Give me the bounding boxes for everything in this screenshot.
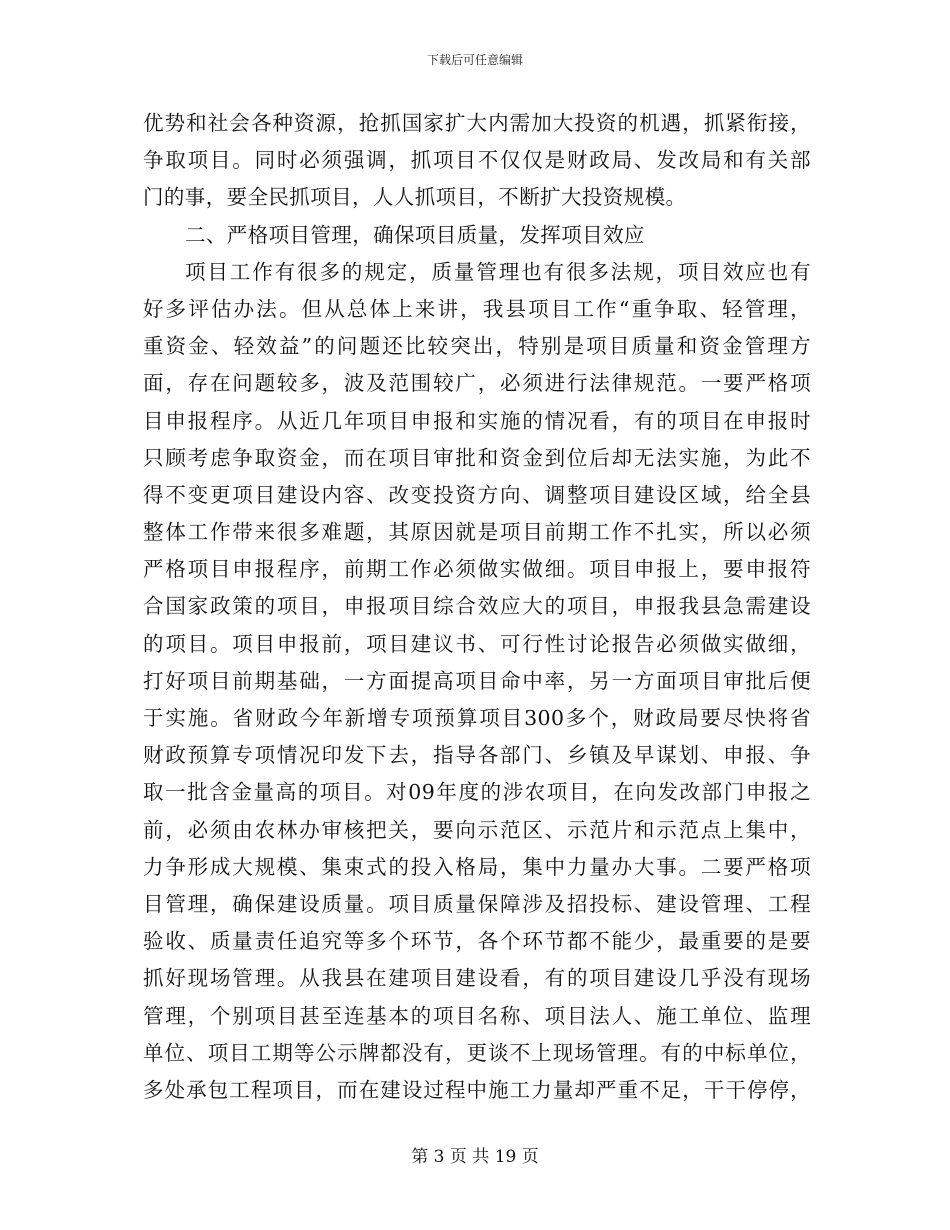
page-footer: 第 3 页 共 19 页: [411, 1147, 539, 1167]
text-line: 验收、质量责任追究等多个环节，各个环节都不能少，最重要的是要: [143, 929, 811, 954]
text-line: 前，必须由农林办审核把关，要向示范区、示范片和示范点上集中，: [143, 817, 811, 842]
text-line: 好多评估办法。但从总体上来讲，我县项目工作“重争取、轻管理，: [143, 296, 811, 321]
text-line: 得不变更项目建设内容、改变投资方向、调整项目建设区域，给全县: [143, 482, 811, 507]
text-line: 整体工作带来很多难题，其原因就是项目前期工作不扎实，所以必须: [143, 520, 811, 545]
text-line: 抓好现场管理。从我县在建项目建设看，有的项目建设几乎没有现场: [143, 966, 811, 991]
page-header: 下载后可任意编辑: [426, 53, 523, 67]
text-line: 取一批含金量高的项目。对09年度的涉农项目，在向发改部门申报之: [143, 780, 811, 805]
section-heading: 二、严格项目管理，确保项目质量，发挥项目效应: [185, 222, 645, 247]
text-line: 目申报程序。从近几年项目申报和实施的情况看，有的项目在申报时: [143, 408, 811, 433]
document-body: [143, 105, 811, 1109]
text-line: 管理，个别项目甚至连基本的项目名称、项目法人、施工单位、监理: [143, 1003, 811, 1028]
text-line: 项目工作有很多的规定，质量管理也有很多法规，项目效应也有: [185, 259, 811, 284]
text-line: 重资金、轻效益”的问题还比较突出，特别是项目质量和资金管理方: [143, 334, 811, 359]
text-line: 优势和社会各种资源，抢抓国家扩大内需加大投资的机遇，抓紧衔接，: [143, 111, 811, 135]
text-line: 多处承包工程项目，而在建设过程中施工力量却严重不足，干干停停，: [143, 1077, 811, 1102]
text-line: 合国家政策的项目，申报项目综合效应大的项目，申报我县急需建设: [143, 594, 811, 619]
text-line: 只顾考虑争取资金，而在项目审批和资金到位后却无法实施，为此不: [143, 445, 811, 470]
text-line: 力争形成大规模、集束式的投入格局，集中力量办大事。二要严格项: [143, 854, 811, 879]
text-line: 门的事，要全民抓项目，人人抓项目，不断扩大投资规模。: [143, 185, 687, 210]
text-line: 争取项目。同时必须强调，抓项目不仅仅是财政局、发改局和有关部: [143, 148, 811, 173]
text-line: 的项目。项目申报前，项目建议书、可行性讨论报告必须做实做细，: [143, 631, 811, 656]
text-line: 目管理，确保建设质量。项目质量保障涉及招投标、建设管理、工程: [143, 891, 811, 916]
text-line: 财政预算专项情况印发下去，指导各部门、乡镇及早谋划、申报、争: [143, 743, 811, 768]
text-line: 面，存在问题较多，波及范围较广，必须进行法律规范。一要严格项: [143, 371, 811, 396]
text-line: 单位、项目工期等公示牌都没有，更谈不上现场管理。有的中标单位，: [143, 1040, 811, 1065]
text-line: 打好项目前期基础，一方面提高项目命中率，另一方面项目审批后便: [143, 668, 811, 693]
text-line: 于实施。省财政今年新增专项预算项目300多个，财政局要尽快将省: [143, 706, 811, 730]
text-line: 严格项目申报程序，前期工作必须做实做细。项目申报上，要申报符: [143, 557, 811, 582]
